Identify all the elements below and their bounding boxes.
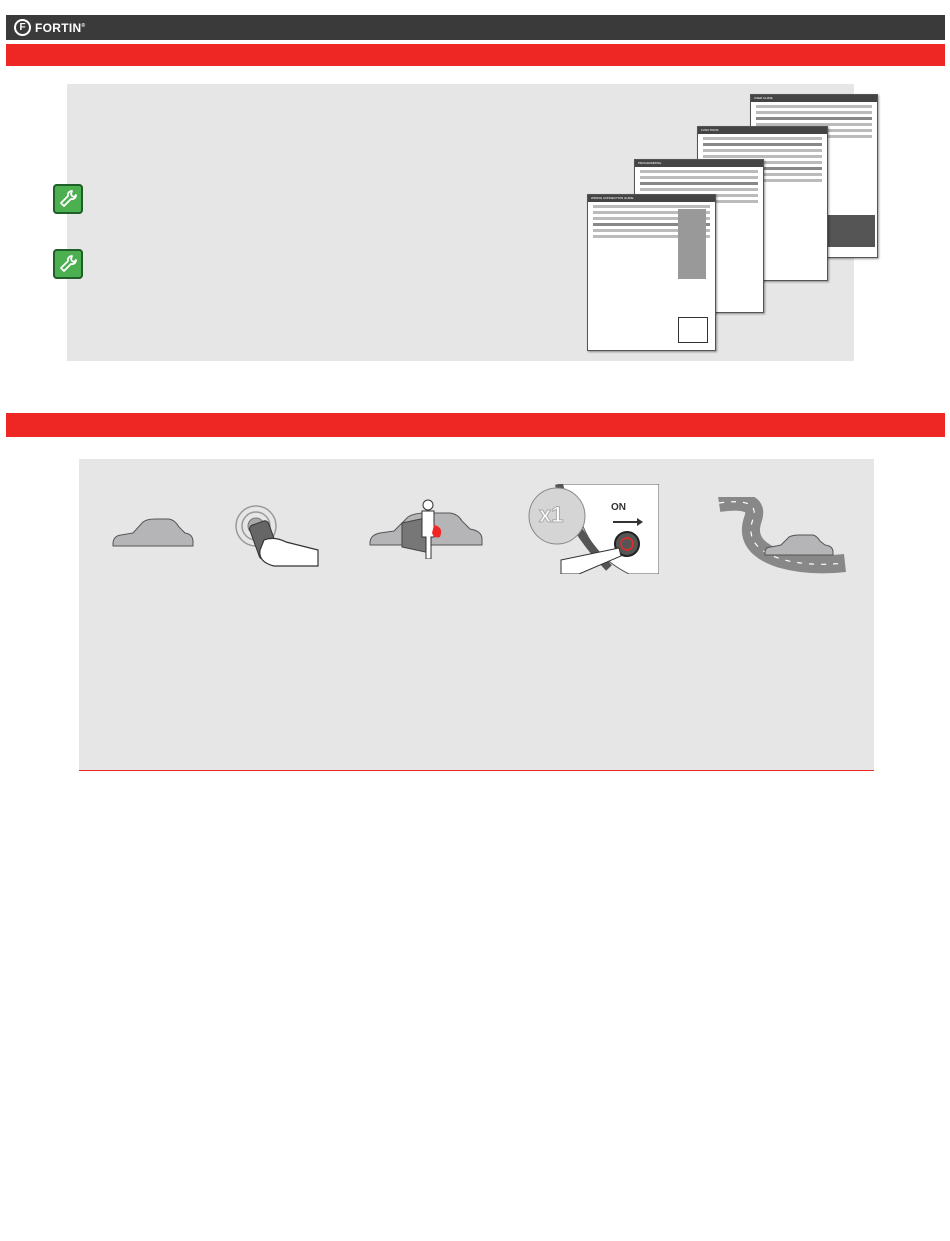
sheet-title: PROGRAMMING (638, 161, 662, 165)
remote-icon (234, 496, 324, 568)
sheet-title: FUNCTIONS (701, 128, 719, 132)
logo-text: FORTIN (35, 20, 82, 35)
fortin-logo (14, 17, 85, 38)
registered-mark: ® (81, 22, 86, 29)
guide-sheet-1 (587, 194, 716, 351)
road-car-icon (709, 497, 849, 577)
section-bar-2 (6, 413, 945, 437)
on-label: ON (611, 502, 626, 513)
wrench-icon (53, 184, 83, 214)
steps-panel (79, 459, 874, 770)
door-open-icon (366, 497, 486, 559)
press-count-label: x1 (539, 502, 564, 527)
header-bar (6, 15, 945, 40)
push-start-icon (519, 484, 659, 574)
install-panel (67, 84, 854, 361)
logo-circle: F (14, 19, 31, 36)
wrench-icon (53, 249, 83, 279)
section-bar-1 (6, 44, 945, 66)
sheet-title: USER GUIDE (754, 96, 773, 100)
section-divider (79, 770, 874, 771)
car-icon (111, 516, 195, 552)
sheet-title: WIRING CONNECTION GUIDE (591, 196, 634, 200)
